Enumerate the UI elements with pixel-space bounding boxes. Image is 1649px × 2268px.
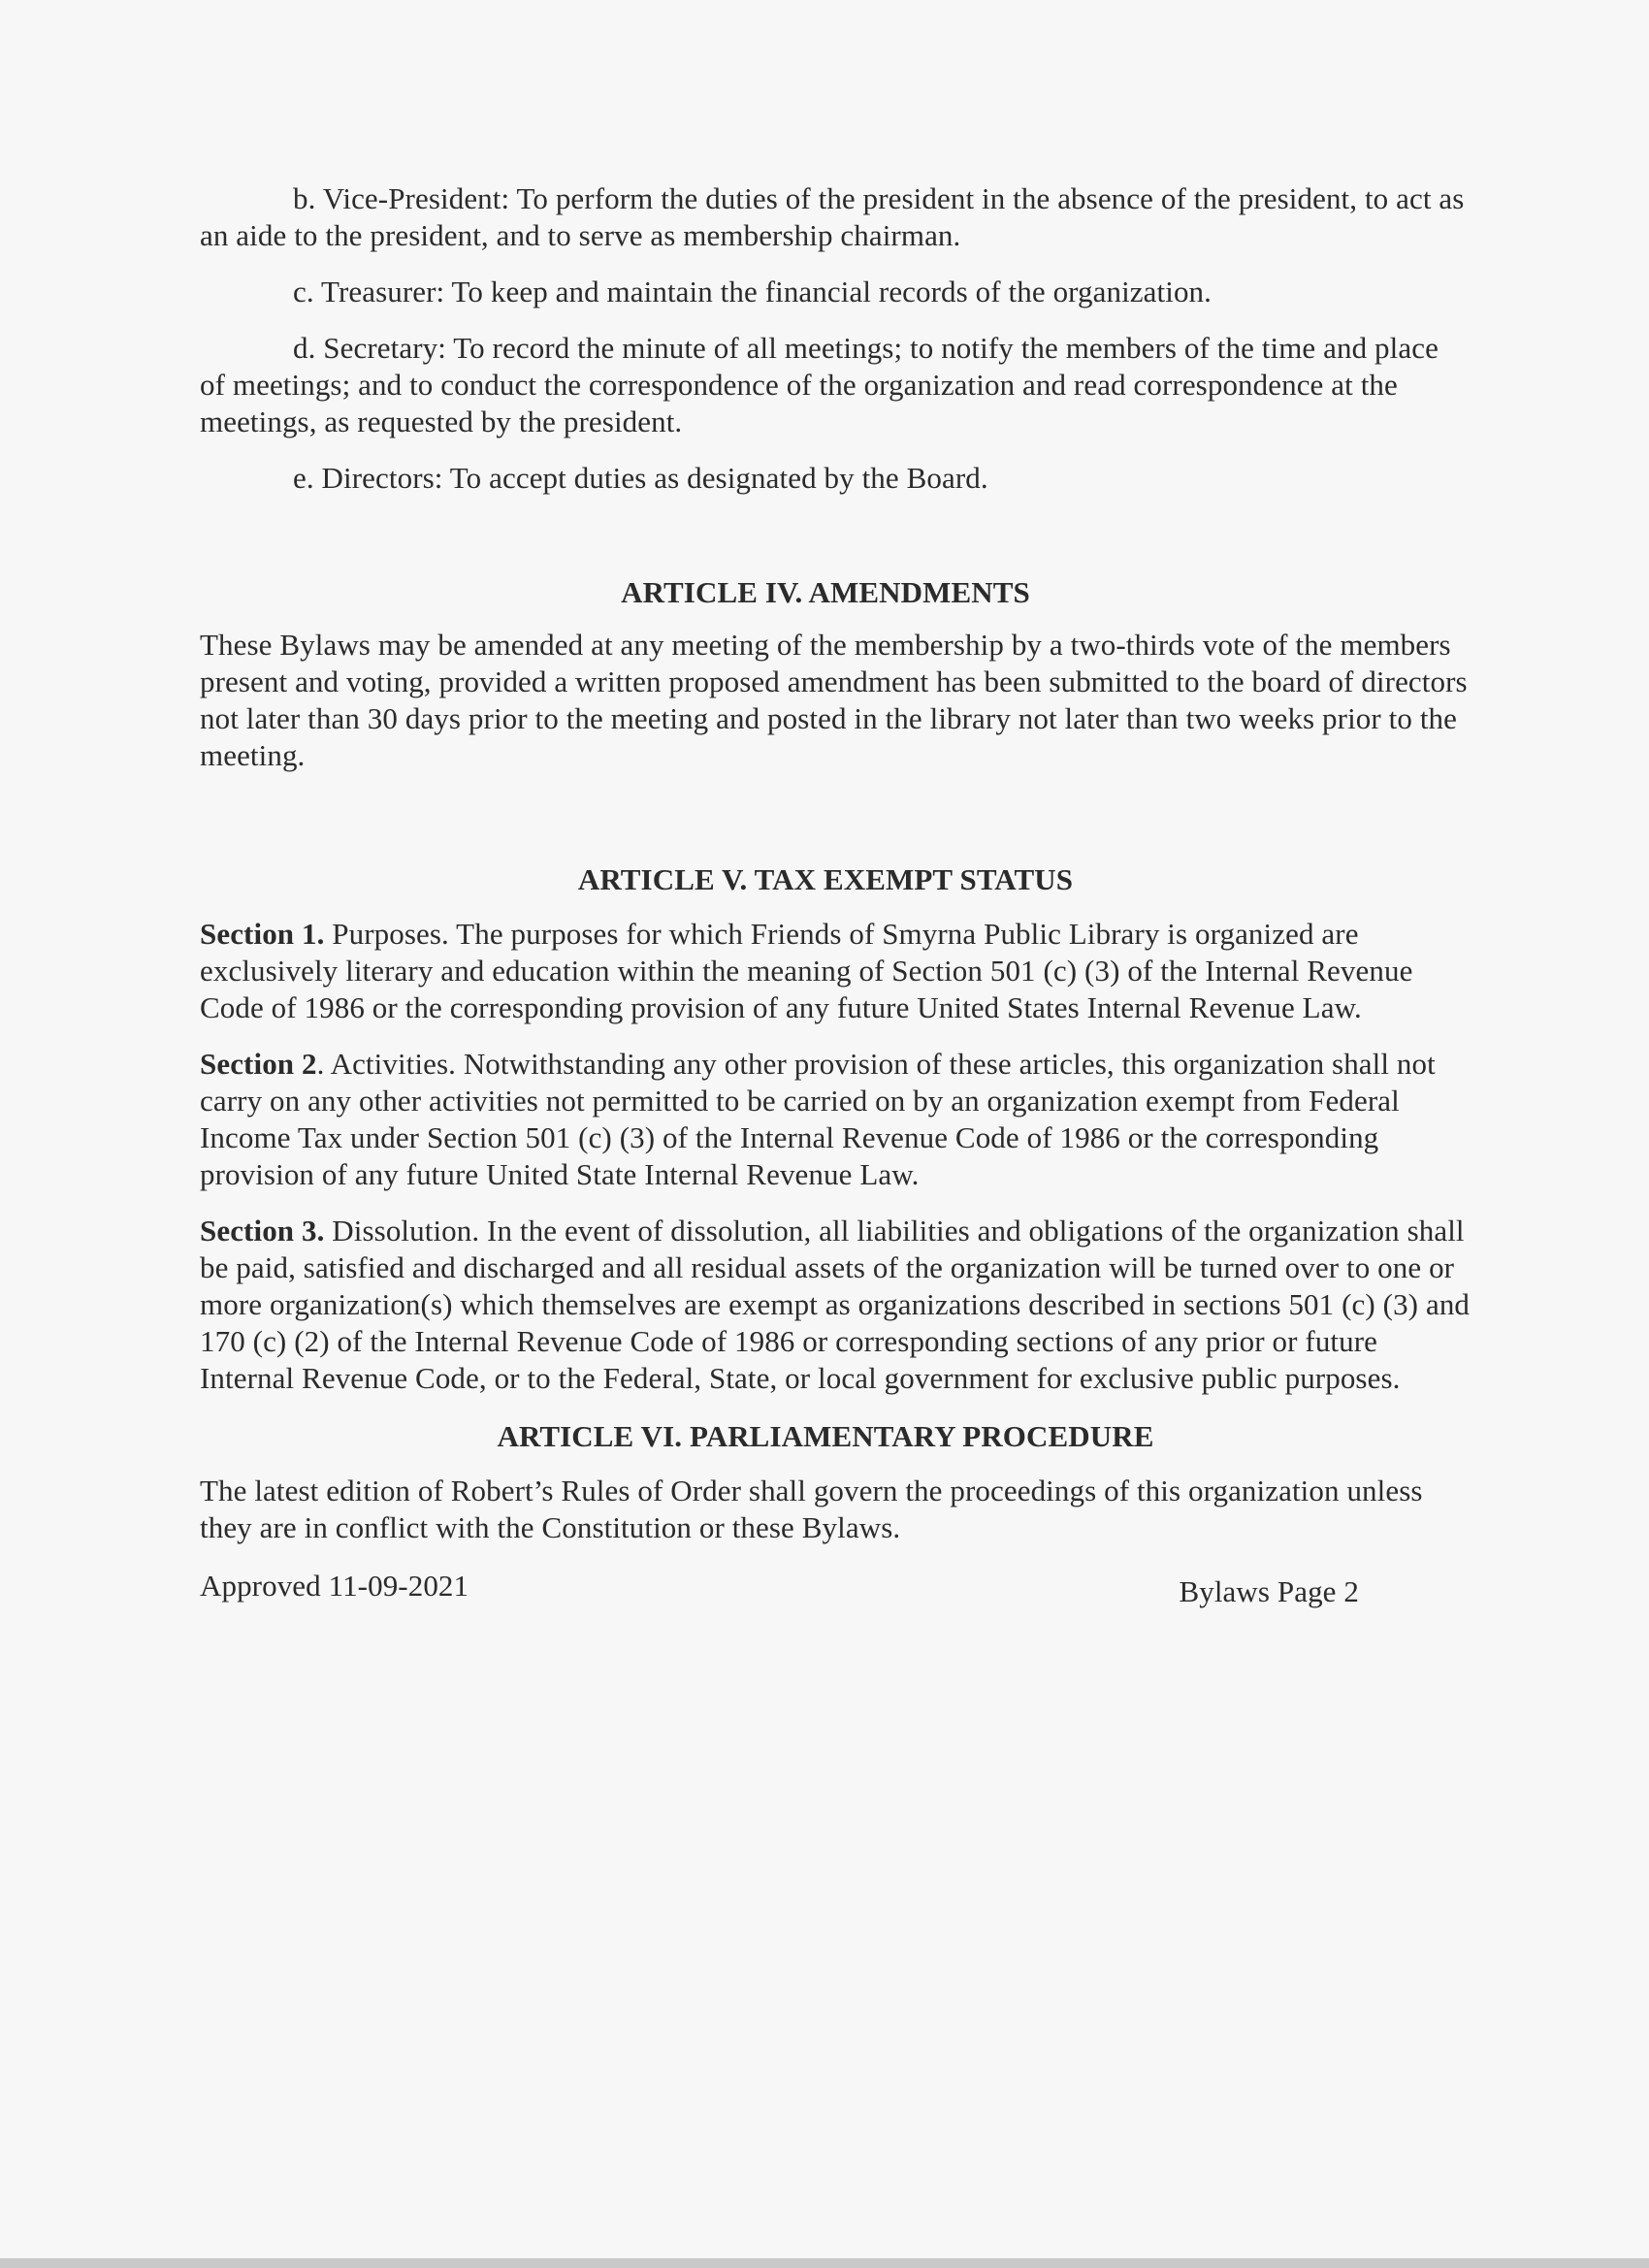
article-iv-text: These Bylaws may be amended at any meeting of the membership by a two-thirds vote of the members present and voting, provided a written proposed amendment has been submitted to the board of directors not later than 30 days prior to the meeting and posted in the library not later than two weeks prior to the meeting. (200, 628, 1468, 772)
duty-vice-president: b. Vice-President: To perform the duties of the president in the absence of the president, to act as an aide to the president, and to serve as membership chairman. (200, 181, 1465, 252)
article-v-section-2 (200, 1046, 1471, 1193)
section-text: Dissolution. In the event of dissolution, all liabilities and obligations of the organization shall be paid, satisfied and discharged and all residual assets of the organization will be turned over to one or more organization(s) which themselves are exempt as organizations described in sections 501 (c) (3) and 170 (c) (2) of the Internal Revenue Code of 1986 or corresponding sections of any prior or future Internal Revenue Code, or to the Federal, State, or local government for exclusive public purposes. (200, 1214, 1471, 1395)
section-label: Section 2 (200, 1047, 317, 1081)
page-number: Bylaws Page 2 (1179, 1574, 1359, 1608)
duty-secretary: d. Secretary: To record the minute of all meetings; to notify the members of the time and place of meetings; and to conduct the correspondence of the organization and read correspondence at the meetings, as requested by the president. (200, 331, 1439, 438)
section-label: Section 3. (200, 1214, 325, 1247)
section-text: Purposes. The purposes for which Friends of Smyrna Public Library is organized are exclusively literary and education within the meaning of Section 501 (c) (3) of the Internal Revenue Code of 1986 or the corresponding provision of any future United States Internal Revenue Law. (200, 917, 1413, 1024)
section-label: Section 1. (200, 917, 325, 951)
page-footer (200, 1568, 1359, 1610)
article-v-section-3 (200, 1213, 1471, 1397)
page-content (200, 180, 1471, 1610)
article-iv-heading: ARTICLE IV. AMENDMENTS (621, 575, 1030, 609)
section-text: . Activities. Notwithstanding any other provision of these articles, this organization shall not carry on any other activities not permitted to be carried on by an organization exempt from Federal Income Tax under Section 501 (c) (3) of the Internal Revenue Code of 1986 or the corresponding provision of any future United State Internal Revenue Law. (200, 1047, 1436, 1191)
article-vi-text: The latest edition of Robert’s Rules of Order shall govern the proceedings of this organization unless they are in conflict with the Constitution or these Bylaws. (200, 1474, 1423, 1544)
scan-bottom-edge (0, 2258, 1649, 2268)
duty-directors: e. Directors: To accept duties as designated by the Board. (293, 461, 988, 495)
article-v-heading: ARTICLE V. TAX EXEMPT STATUS (577, 862, 1074, 896)
duty-treasurer: c. Treasurer: To keep and maintain the financial records of the organization. (293, 275, 1212, 308)
article-v-section-1 (200, 916, 1471, 1026)
approved-date: Approved 11-09-2021 (200, 1569, 469, 1603)
article-vi-heading: ARTICLE VI. PARLIAMENTARY PROCEDURE (497, 1419, 1154, 1453)
